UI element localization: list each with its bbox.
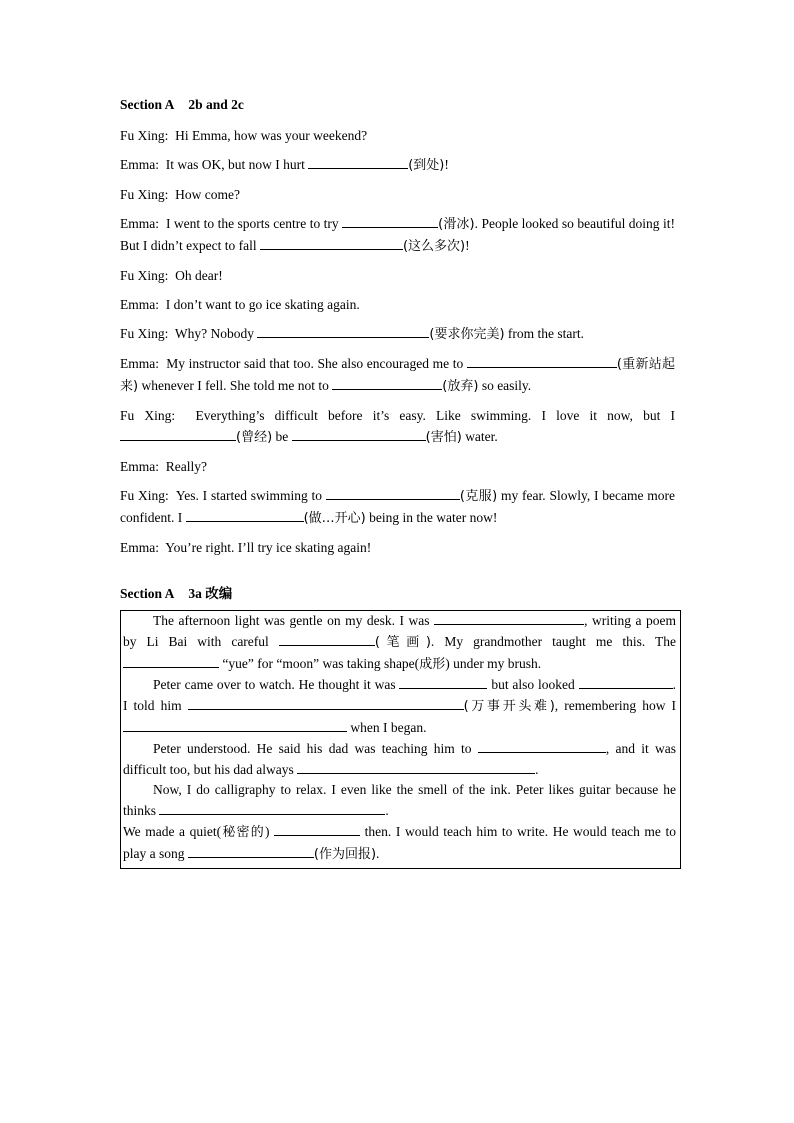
passage-text: , writing a poem by Li Bai with careful <box>123 613 677 649</box>
line-text: whenever I fell. She told me not to <box>141 378 329 393</box>
passage-text: Peter came over to watch. He thought it was <box>153 677 396 693</box>
line-text: ! <box>465 238 470 253</box>
fill-blank[interactable] <box>159 801 385 815</box>
speaker: Emma: <box>120 157 159 172</box>
speaker: Fu Xing: <box>120 268 169 283</box>
passage-paragraph <box>123 739 676 781</box>
passage-text: . <box>376 845 380 861</box>
passage-text: , remembering how I <box>554 698 677 714</box>
section-subtitle: 3a 改编 <box>188 586 233 601</box>
fill-blank[interactable] <box>279 632 375 646</box>
chinese-hint: (放弃) <box>442 379 479 394</box>
dialogue-line <box>120 213 675 257</box>
line-text: Yes. I started swimming to <box>175 488 323 503</box>
passage-text: The afternoon light was gentle on my desk. I was <box>153 613 430 628</box>
line-text: I don’t want to go ice skating again. <box>165 297 360 312</box>
passage-text: . <box>535 761 539 777</box>
chinese-hint: (作为回报) <box>313 846 377 862</box>
fill-blank[interactable] <box>467 354 617 368</box>
chinese-hint: (曾经) <box>236 430 273 445</box>
line-text: Everything’s difficult before it’s easy. Like swimming. I love it now, but I <box>195 408 675 423</box>
passage-paragraph <box>123 780 676 822</box>
fill-blank[interactable] <box>188 696 464 710</box>
chinese-hint: (重新站起来) <box>120 357 676 394</box>
line-text: be <box>275 429 289 444</box>
line-text: I went to the sports centre to try <box>165 216 339 231</box>
worksheet <box>120 96 675 869</box>
line-text: from the start. <box>507 326 585 341</box>
fill-blank[interactable] <box>342 214 438 228</box>
passage-text: . My grandmother taught me this. The <box>430 633 677 649</box>
line-text: My instructor said that too. She also encouraged me to <box>166 356 464 371</box>
chinese-hint: (害怕) <box>425 430 462 445</box>
passage-text: . <box>385 803 389 819</box>
section-title: Section A <box>120 586 175 601</box>
fill-blank[interactable] <box>297 760 535 774</box>
passage-text: Now, I do calligraphy to relax. I even like the smell of the ink. Peter likes guitar because he thinks <box>123 782 676 819</box>
line-text: water. <box>465 429 498 444</box>
line-text: Really? <box>165 459 207 474</box>
line-text: . People looked so beautiful doing it! But I didn’t expect to fall <box>120 216 675 253</box>
passage-text: but also looked <box>491 677 575 693</box>
line-text: my fear. Slowly, I became more confident. I <box>120 488 676 525</box>
chinese-hint: (要求你完美) <box>429 327 505 342</box>
chinese-hint: (笔画) <box>374 634 431 650</box>
dialogue-line <box>120 294 675 315</box>
passage-text: , and it was difficult too, but his dad always <box>123 740 676 777</box>
dialogue-line <box>120 154 675 176</box>
passage-text: ) <box>264 823 270 839</box>
speaker: Fu Xing: <box>120 326 169 341</box>
speaker: Emma: <box>120 459 159 474</box>
fill-blank[interactable] <box>120 427 236 441</box>
dialogue-line <box>120 405 675 448</box>
chinese-hint: 秘密的 <box>221 824 265 840</box>
fill-blank[interactable] <box>274 822 360 836</box>
speaker: Emma: <box>120 216 159 231</box>
passage-text: ) under my brush. <box>445 655 542 671</box>
chinese-hint: (做…开心) <box>303 511 366 526</box>
line-text: Oh dear! <box>175 268 223 283</box>
line-text: Why? Nobody <box>174 326 255 341</box>
fill-blank[interactable] <box>399 675 487 689</box>
fill-blank[interactable] <box>332 376 442 390</box>
fill-blank[interactable] <box>257 324 429 338</box>
passage-text: Peter understood. He said his dad was teaching him to <box>153 740 472 756</box>
dialogue-line <box>120 456 675 477</box>
speaker: Fu Xing: <box>120 187 169 202</box>
chinese-hint: (到处) <box>408 158 445 173</box>
fill-blank[interactable] <box>186 508 304 522</box>
section-heading-3a <box>120 585 675 602</box>
line-text: ! <box>444 157 449 172</box>
dialogue-line <box>120 323 675 345</box>
fill-blank[interactable] <box>478 739 606 753</box>
chinese-hint: (这么多次) <box>402 239 466 254</box>
chinese-hint: (滑冰) <box>438 217 475 232</box>
dialogue-line <box>120 353 675 397</box>
section-subtitle: 2b and 2c <box>188 97 244 112</box>
fill-blank[interactable] <box>308 155 408 169</box>
passage-text: then. I would teach him to write. He would teach me to play a song <box>123 823 677 861</box>
fill-blank[interactable] <box>188 844 314 858</box>
speaker: Fu Xing: <box>120 488 169 503</box>
fill-blank[interactable] <box>292 427 426 441</box>
speaker: Emma: <box>120 297 159 312</box>
fill-blank[interactable] <box>579 675 673 689</box>
passage-text: We made a quiet( <box>123 823 222 839</box>
passage-text: when I began. <box>350 719 427 735</box>
dialogue-line <box>120 125 675 146</box>
line-text: being in the water now! <box>369 510 498 525</box>
dialogue-line <box>120 537 675 558</box>
fill-blank[interactable] <box>123 654 219 668</box>
fill-blank[interactable] <box>326 486 460 500</box>
passage-paragraph <box>123 611 676 675</box>
dialogue-line <box>120 485 675 529</box>
passage-box <box>120 610 681 869</box>
passage-text: “yue” for “moon” was taking shape( <box>222 655 420 671</box>
chinese-hint: (万事开头难) <box>463 699 555 715</box>
line-text: How come? <box>175 187 240 202</box>
speaker: Emma: <box>120 356 159 371</box>
section-title: Section A <box>120 97 175 112</box>
passage-paragraph <box>123 675 676 738</box>
chinese-hint: (克服) <box>459 489 498 504</box>
dialogue-line <box>120 265 675 286</box>
fill-blank[interactable] <box>260 236 403 250</box>
dialogue-line <box>120 184 675 205</box>
section-heading-2b-2c <box>120 96 675 113</box>
line-text: Hi Emma, how was your weekend? <box>175 128 368 143</box>
passage-text: . I told him <box>123 677 677 714</box>
passage-paragraph <box>123 822 676 866</box>
fill-blank[interactable] <box>123 718 347 732</box>
fill-blank[interactable] <box>434 611 584 625</box>
speaker: Fu Xing: <box>120 128 169 143</box>
speaker: Emma: <box>120 540 159 555</box>
line-text: It was OK, but now I hurt <box>165 157 305 172</box>
chinese-hint: 成形 <box>419 656 446 672</box>
speaker: Fu Xing: <box>120 408 176 423</box>
line-text: so easily. <box>481 378 532 393</box>
line-text: You’re right. I’ll try ice skating again! <box>165 540 372 555</box>
